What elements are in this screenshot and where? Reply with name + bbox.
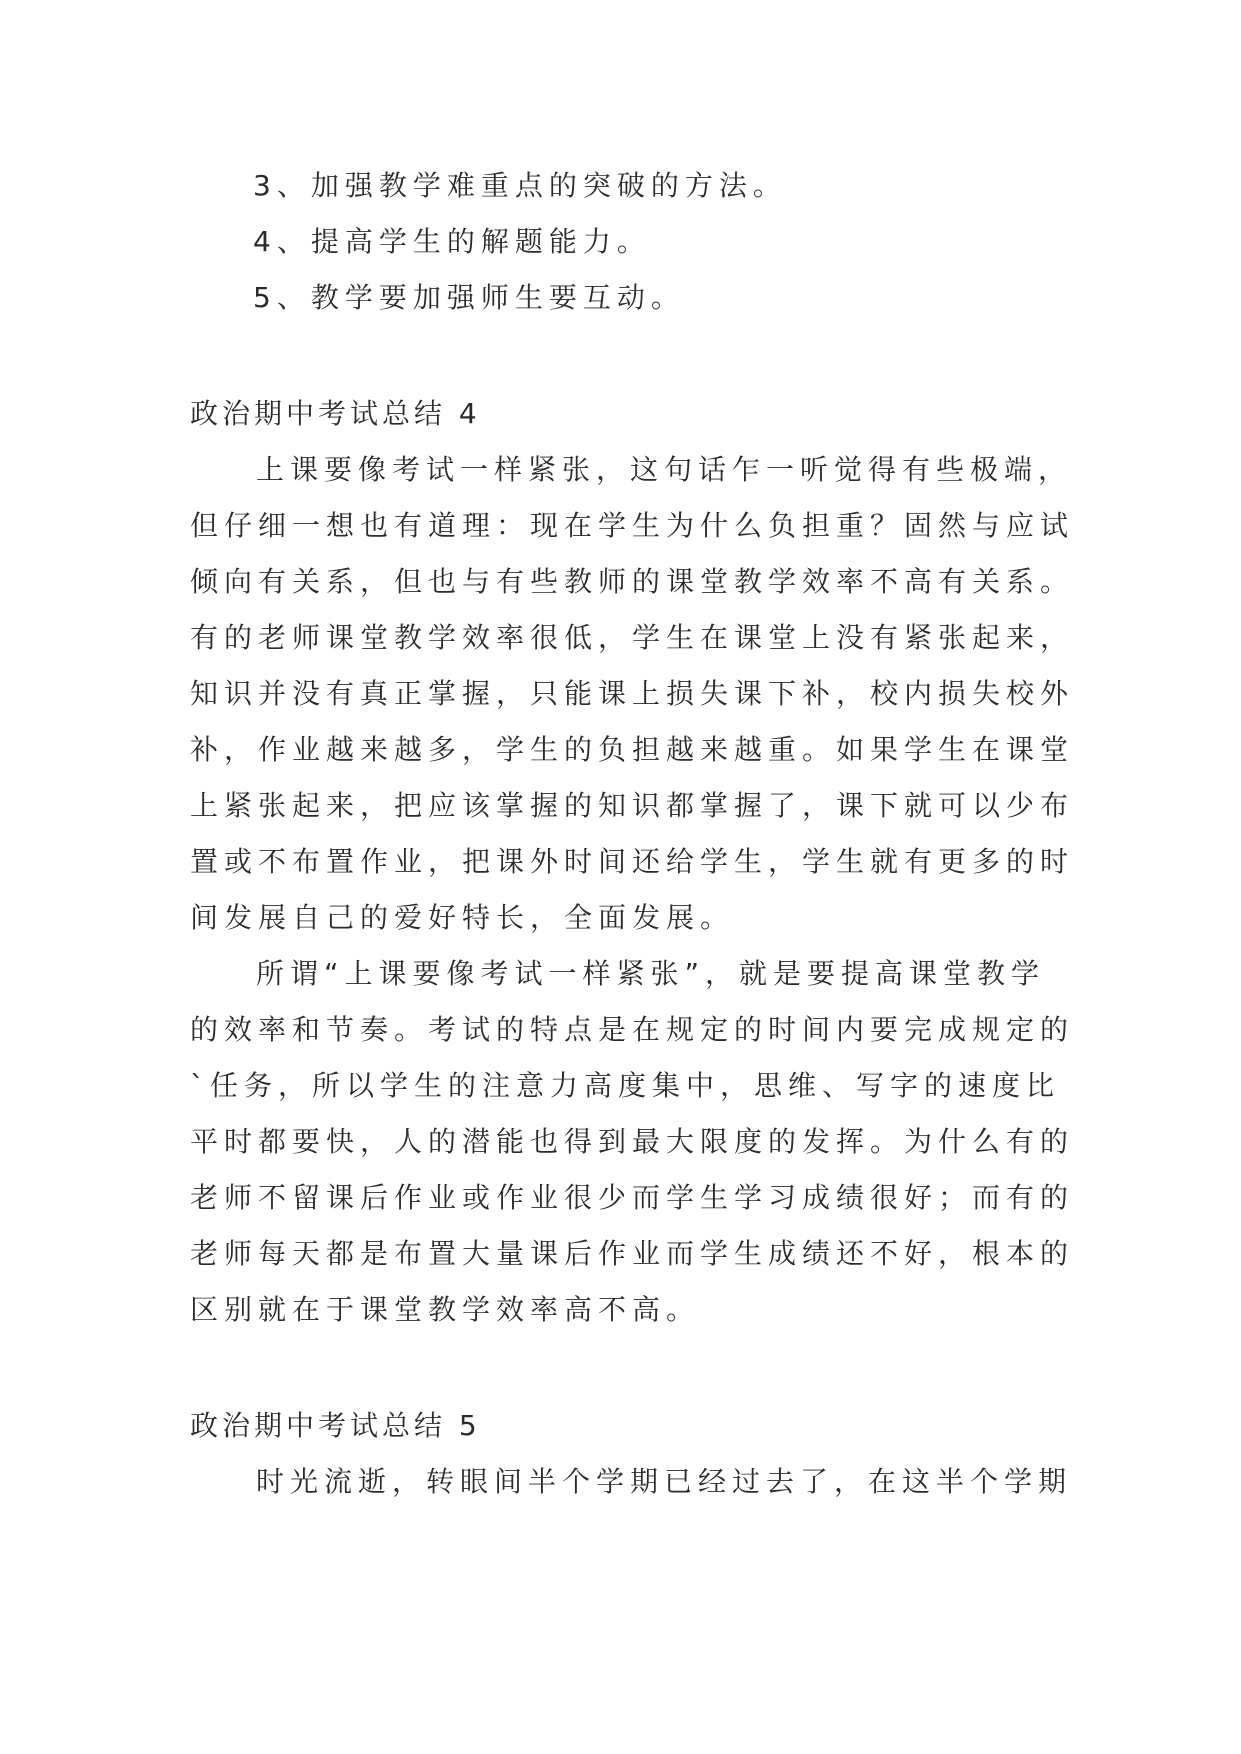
paragraph-line: `任务，所以学生的注意力高度集中，思维、写字的速度比 — [190, 1069, 1061, 1102]
paragraph-line: 有的老师课堂教学效率很低，学生在课堂上没有紧张起来， — [190, 621, 1075, 654]
section-heading: 政治期中考试总结 5 — [190, 1409, 481, 1442]
list-item: 3、加强教学难重点的突破的方法。 — [253, 169, 787, 202]
list-item: 4、提高学生的解题能力。 — [253, 225, 651, 258]
paragraph-line: 倾向有关系，但也与有些教师的课堂教学效率不高有关系。 — [190, 565, 1075, 598]
paragraph-line: 老师不留课后作业或作业很少而学生学习成绩很好；而有的 — [190, 1181, 1075, 1214]
paragraph-line: 置或不布置作业，把课外时间还给学生，学生就有更多的时 — [190, 845, 1075, 878]
paragraph-line: 但仔细一想也有道理：现在学生为什么负担重？固然与应试 — [190, 509, 1075, 542]
paragraph-line: 的效率和节奏。考试的特点是在规定的时间内要完成规定的 — [190, 1013, 1075, 1046]
paragraph-line: 补，作业越来越多，学生的负担越来越重。如果学生在课堂 — [190, 733, 1075, 766]
paragraph-line: 知识并没有真正掌握，只能课上损失课下补，校内损失校外 — [190, 677, 1075, 710]
paragraph-line: 上课要像考试一样紧张，这句话乍一听觉得有些极端， — [256, 453, 1073, 486]
paragraph-line: 上紧张起来，把应该掌握的知识都掌握了，课下就可以少布 — [190, 789, 1075, 822]
paragraph-line: 区别就在于课堂教学效率高不高。 — [190, 1293, 701, 1326]
list-item: 5、教学要加强师生要互动。 — [253, 281, 685, 314]
paragraph-line: 时光流逝，转眼间半个学期已经过去了，在这半个学期 — [256, 1465, 1073, 1498]
section-heading: 政治期中考试总结 4 — [190, 397, 481, 430]
paragraph-line: 老师每天都是布置大量课后作业而学生成绩还不好，根本的 — [190, 1237, 1075, 1270]
paragraph-line: 所谓“上课要像考试一样紧张”，就是要提高课堂教学 — [256, 957, 1046, 990]
paragraph-line: 间发展自己的爱好特长，全面发展。 — [190, 901, 735, 934]
paragraph-line: 平时都要快，人的潜能也得到最大限度的发挥。为什么有的 — [190, 1125, 1075, 1158]
